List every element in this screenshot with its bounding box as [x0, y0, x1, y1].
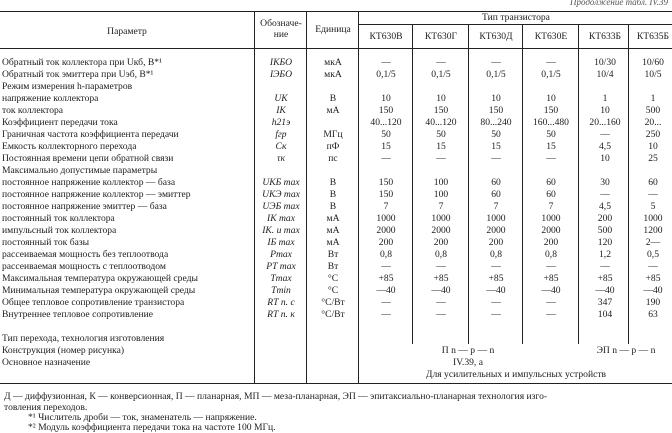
row-value: 2000 — [376, 225, 396, 236]
row-value: — — [648, 261, 658, 272]
header-type-1: КТ630В — [369, 31, 403, 42]
row-value: 1,2 — [599, 249, 611, 260]
row-value: 60 — [491, 189, 501, 200]
row-parameter: Коэффициент передачи тока — [2, 117, 118, 128]
row-value: 10 — [600, 105, 610, 116]
header-type-4: КТ630Е — [534, 31, 568, 42]
table-row — [0, 93, 672, 105]
table-row — [0, 189, 672, 201]
row-parameter: постоянное напряжение коллектор — эмиттер — [2, 189, 191, 200]
purpose-row — [0, 357, 672, 369]
row-unit: В — [329, 93, 337, 104]
row-symbol: fгр — [275, 129, 287, 140]
header-type-group: Тип транзистора — [482, 12, 550, 23]
row-value: 1000 — [486, 213, 506, 224]
row-value: 200 — [378, 237, 394, 248]
row-value: 15 — [436, 141, 446, 152]
row-unit: пФ — [326, 141, 340, 152]
row-parameter: Максимально допустимые параметры — [2, 165, 158, 176]
row-value: — — [546, 297, 556, 308]
row-value: 10 — [491, 93, 501, 104]
row-value: 1000 — [541, 213, 561, 224]
row-value: —40 — [486, 285, 506, 296]
row-value: 0,5 — [647, 249, 659, 260]
row-value: 0,8 — [545, 249, 557, 260]
table-row — [0, 177, 672, 189]
row-value: 30 — [600, 177, 610, 188]
row-parameter: Минимальная температура окружающей среды — [2, 285, 196, 296]
row-symbol: UКЭ max — [262, 189, 300, 200]
table-row — [0, 57, 672, 69]
row-value: — — [491, 153, 501, 164]
header-param: Параметр — [107, 26, 147, 37]
row-parameter: рассеиваемая мощность с теплоотводом — [2, 261, 166, 272]
row-value: 200 — [488, 237, 504, 248]
row-unit: В — [329, 177, 337, 188]
figure-value: IV.39, а — [453, 357, 483, 368]
row-value: 100 — [433, 189, 449, 200]
row-value: 347 — [597, 297, 613, 308]
row-symbol: IКБО — [269, 57, 293, 68]
row-parameter: Режим измерения h-параметров — [2, 81, 133, 92]
row-value: 20...160 — [589, 117, 621, 128]
row-value: —40 — [541, 285, 561, 296]
row-value: +85 — [378, 273, 394, 284]
row-value: 0,8 — [435, 249, 447, 260]
row-value: 10/30 — [594, 57, 616, 68]
row-unit: Вт — [327, 249, 339, 260]
table-row — [0, 237, 672, 249]
row-unit: В — [329, 189, 337, 200]
table-row — [0, 117, 672, 129]
row-value: — — [436, 57, 446, 68]
row-value: 160...480 — [533, 117, 569, 128]
row-value: —40 — [595, 285, 615, 296]
table-row — [0, 261, 672, 273]
row-value: 50 — [436, 129, 446, 140]
row-value: 2000 — [541, 225, 561, 236]
structure-label: Тип перехода, технология изготовления — [2, 333, 165, 344]
row-value: 63 — [648, 309, 658, 320]
row-value: 60 — [648, 177, 658, 188]
row-value: 10/60 — [642, 57, 664, 68]
row-symbol: IЭБО — [269, 69, 293, 80]
row-value: 10 — [600, 153, 610, 164]
row-value: — — [491, 297, 501, 308]
structure-row — [0, 333, 672, 345]
row-symbol: IБ max — [267, 237, 295, 248]
header-type-2: КТ630Г — [424, 31, 458, 42]
footnote-2: *² Модуль коэффициента передачи тока на частоте 100 МГц. — [28, 422, 276, 433]
row-parameter: Максимальная температура окружающей среды — [2, 273, 198, 284]
row-parameter: Обратный ток коллектора при Uкб, В*¹ — [2, 57, 162, 68]
row-symbol: Pmax — [270, 249, 292, 260]
table-row — [0, 309, 672, 321]
row-parameter: рассеиваемая мощность без теплоотвода — [2, 249, 169, 260]
row-unit: пс — [328, 153, 338, 164]
row-value: +85 — [543, 273, 559, 284]
row-value: 150 — [488, 105, 504, 116]
row-symbol: Cк — [275, 141, 287, 152]
row-parameter: постоянный ток базы — [2, 237, 90, 248]
row-value: 10 — [381, 93, 391, 104]
row-unit: мкА — [324, 57, 342, 68]
row-parameter: постоянное напряжение эмиттер — база — [2, 201, 167, 212]
table-row — [0, 105, 672, 117]
purpose-label: Основное назначение — [2, 357, 91, 368]
footnote-1: *¹ Числитель дроби — ток, знаменатель — напряжение. — [28, 412, 257, 423]
row-value: 2— — [645, 237, 661, 248]
table-row — [0, 213, 672, 225]
row-value: 150 — [378, 105, 394, 116]
row-value: — — [436, 153, 446, 164]
header-symbol-line2: ние — [273, 29, 289, 40]
row-unit: °С — [327, 273, 339, 284]
row-parameter: Постоянная времени цепи обратной связи — [2, 153, 174, 164]
row-value: — — [546, 309, 556, 320]
row-value: — — [648, 189, 658, 200]
row-value: —40 — [643, 285, 663, 296]
row-unit: мкА — [324, 69, 342, 80]
header-symbol-line1: Обозначе- — [260, 18, 302, 29]
row-value: 10/4 — [596, 69, 614, 80]
row-value: 5 — [650, 201, 656, 212]
figure-row — [0, 345, 672, 357]
header-type-5: КТ633Б — [588, 31, 622, 42]
row-value: 0,1/5 — [431, 69, 451, 80]
row-symbol: UК — [274, 93, 288, 104]
row-value: 1200 — [643, 225, 663, 236]
row-unit: В — [329, 201, 337, 212]
row-value: 40...120 — [425, 117, 457, 128]
row-value: — — [546, 57, 556, 68]
row-value: +85 — [645, 273, 661, 284]
header-type-6: КТ635Б — [636, 31, 670, 42]
structure-value-right: ЭП n — p — n — [596, 345, 656, 356]
footnote-legend: Д — диффузионная, К — конверсионная, П — планарная, МП — меза-планарная, ЭП — эпитаксиально-планарная технология изго- — [4, 391, 548, 402]
row-unit: °С/Вт — [321, 297, 345, 308]
table-row — [0, 153, 672, 165]
row-value: +85 — [488, 273, 504, 284]
row-value: 15 — [546, 141, 556, 152]
row-value: — — [491, 309, 501, 320]
row-value: — — [491, 261, 501, 272]
row-value: 4,5 — [599, 141, 611, 152]
row-parameter: постоянный ток коллектора — [2, 213, 115, 224]
row-value: — — [600, 129, 610, 140]
table-row — [0, 141, 672, 153]
row-value: — — [546, 261, 556, 272]
row-value: 500 — [645, 105, 661, 116]
row-value: 0,8 — [490, 249, 502, 260]
row-value: — — [436, 309, 446, 320]
figure-label: Конструкция (номер рисунка) — [2, 345, 125, 356]
row-value: 1000 — [431, 213, 451, 224]
row-symbol: IК. и max — [262, 225, 300, 236]
row-parameter: постоянное напряжение коллектор — база — [2, 177, 176, 188]
row-value: 1 — [650, 93, 656, 104]
row-value: —40 — [431, 285, 451, 296]
row-value: 0,1/5 — [486, 69, 506, 80]
row-symbol: Tmin — [271, 285, 291, 296]
row-value: 50 — [491, 129, 501, 140]
row-value: — — [381, 297, 391, 308]
row-value: — — [381, 309, 391, 320]
row-value: 1 — [602, 93, 608, 104]
table-bottom-rule — [0, 383, 672, 384]
table-row — [0, 273, 672, 285]
row-symbol: IК — [276, 105, 286, 116]
row-symbol: Tmax — [270, 273, 292, 284]
row-unit: мА — [326, 213, 340, 224]
row-value: 190 — [645, 297, 661, 308]
row-value: 60 — [491, 177, 501, 188]
row-symbol: UКБ max — [262, 177, 300, 188]
row-value: 250 — [645, 129, 661, 140]
row-value: 150 — [378, 177, 394, 188]
row-value: 7 — [548, 201, 554, 212]
table-row — [0, 297, 672, 309]
row-value: 0,8 — [380, 249, 392, 260]
row-value: 1000 — [376, 213, 396, 224]
row-value: 80...240 — [480, 117, 512, 128]
row-value: 200 — [543, 237, 559, 248]
row-value: — — [381, 57, 391, 68]
continuation-caption: Продолжение табл. IV.39 — [569, 0, 668, 7]
row-value: — — [381, 153, 391, 164]
table-row — [0, 285, 672, 297]
table-row — [0, 165, 672, 177]
row-value: 104 — [597, 309, 613, 320]
row-parameter: импульсный ток коллектора — [2, 225, 117, 236]
row-value: 2000 — [486, 225, 506, 236]
row-value: 10 — [648, 141, 658, 152]
row-value: — — [491, 57, 501, 68]
row-symbol: UЭБ max — [262, 201, 300, 212]
purpose-value: Для усилительных и импульсных устройств — [425, 369, 607, 380]
row-unit: МГц — [323, 129, 343, 140]
row-value: 20... — [644, 117, 662, 128]
row-value: — — [546, 153, 556, 164]
row-value: — — [600, 189, 610, 200]
row-value: —40 — [376, 285, 396, 296]
row-value: 500 — [597, 225, 613, 236]
row-value: 25 — [648, 153, 658, 164]
row-value: 150 — [543, 105, 559, 116]
row-value: 60 — [546, 177, 556, 188]
row-value: 15 — [491, 141, 501, 152]
row-symbol: RТ п. к — [267, 309, 295, 320]
row-value: 1000 — [643, 213, 663, 224]
row-value: 10 — [436, 93, 446, 104]
row-parameter: Обратный ток эмиттера при Uэб, В*¹ — [2, 69, 154, 80]
row-value: 15 — [381, 141, 391, 152]
row-value: 50 — [546, 129, 556, 140]
header-type-3: КТ630Д — [479, 31, 513, 42]
footnote-legend-cont: товления переходов. — [4, 402, 88, 413]
row-unit: °С/Вт — [321, 309, 345, 320]
row-symbol: RТ п. с — [267, 297, 295, 308]
row-value: — — [436, 297, 446, 308]
row-value: 2000 — [431, 225, 451, 236]
row-value: 0,1/5 — [376, 69, 396, 80]
table-row — [0, 129, 672, 141]
row-unit: мА — [326, 237, 340, 248]
row-value: +85 — [433, 273, 449, 284]
row-value: 200 — [597, 213, 613, 224]
table-row — [0, 69, 672, 81]
header-unit: Единица — [315, 24, 351, 35]
row-value: +85 — [597, 273, 613, 284]
row-value: 4,5 — [599, 201, 611, 212]
row-unit: °С — [327, 285, 339, 296]
row-value: 7 — [383, 201, 389, 212]
row-symbol: τк — [277, 153, 285, 164]
row-value: 40...120 — [370, 117, 402, 128]
row-unit: Вт — [327, 261, 339, 272]
row-parameter: напряжение коллектора — [2, 93, 99, 104]
structure-value-left: П n — p — n — [441, 345, 495, 356]
table-row — [0, 81, 672, 93]
row-parameter: Общее тепловое сопротивление транзистора — [2, 297, 185, 308]
row-unit: мА — [326, 105, 340, 116]
row-value: 50 — [381, 129, 391, 140]
row-parameter: Внутреннее тепловое сопротивление — [2, 309, 154, 320]
row-value: 10 — [546, 93, 556, 104]
row-value: 200 — [433, 237, 449, 248]
row-value: 150 — [378, 189, 394, 200]
table-top-rule — [0, 11, 672, 12]
row-value: 0,1/5 — [541, 69, 561, 80]
row-unit: мА — [326, 225, 340, 236]
table-row — [0, 249, 672, 261]
row-symbol: PТ max — [266, 261, 296, 272]
row-value: 120 — [597, 237, 613, 248]
table-row — [0, 201, 672, 213]
table-row — [0, 225, 672, 237]
row-value: 10/5 — [644, 69, 662, 80]
row-symbol: IК max — [267, 213, 295, 224]
header-bottom-rule — [0, 48, 672, 49]
row-value: — — [381, 261, 391, 272]
row-value: — — [600, 261, 610, 272]
row-value: 100 — [433, 177, 449, 188]
row-parameter: ток коллектора — [2, 105, 64, 116]
row-value: 7 — [438, 201, 444, 212]
row-parameter: Емкость коллекторного перехода — [2, 141, 137, 152]
row-value: 150 — [433, 105, 449, 116]
group-rule — [358, 24, 672, 25]
row-parameter: Граничная частота коэффициента передачи — [2, 129, 179, 140]
row-value: — — [436, 261, 446, 272]
row-value: 60 — [546, 189, 556, 200]
row-symbol: h21э — [271, 117, 291, 128]
row-value: 7 — [493, 201, 499, 212]
